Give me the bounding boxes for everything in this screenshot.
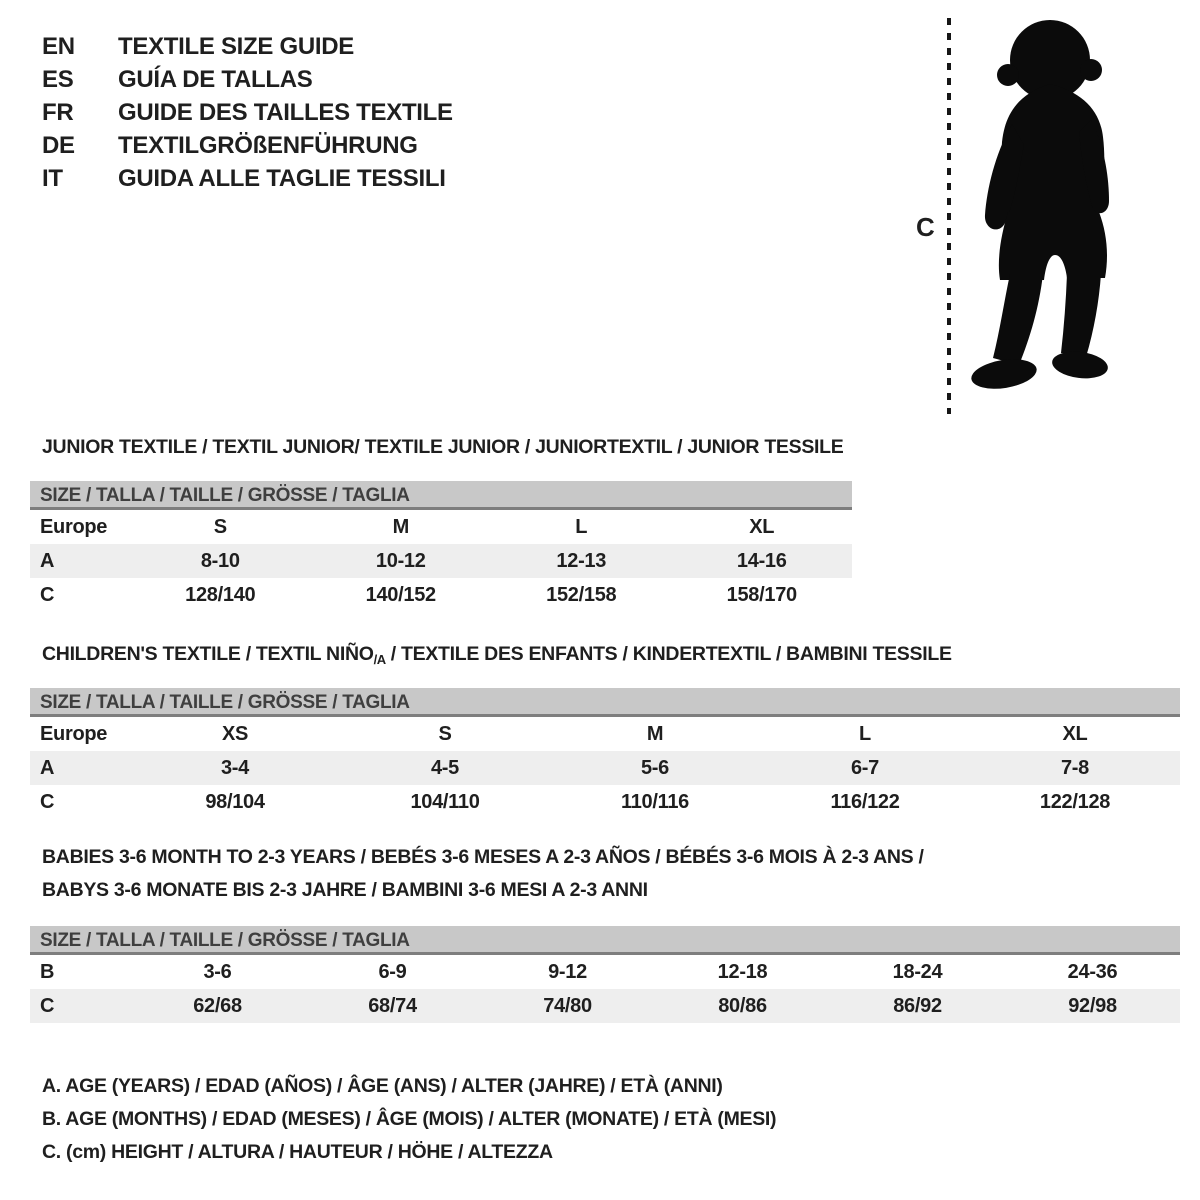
value-cell: 12-18	[717, 961, 768, 983]
legend-line-b: B. AGE (MONTHS) / EDAD (MESES) / ÂGE (MOIS) / ALTER (MONATE) / ETÀ (MESI)	[42, 1108, 777, 1130]
value-cell: 158/170	[726, 584, 797, 606]
height-measure-dashed-line	[947, 18, 951, 414]
value-cell: 128/140	[185, 584, 256, 606]
value-cell: 4-5	[430, 757, 459, 779]
lang-title: TEXTILE SIZE GUIDE	[118, 33, 354, 60]
value-cell: 152/158	[546, 584, 617, 606]
children-title-main: CHILDREN'S TEXTILE / TEXTIL NIÑO	[42, 643, 374, 665]
value-cell: 5-6	[640, 757, 669, 779]
size-cell: M	[392, 516, 409, 538]
value-cell: 14-16	[736, 550, 787, 572]
value-cell: 92/98	[1068, 995, 1117, 1017]
row-label: C	[40, 584, 55, 606]
toddler-silhouette-icon	[958, 12, 1148, 416]
value-cell: 116/122	[830, 791, 900, 813]
lang-row-it	[42, 162, 453, 195]
lang-code: IT	[42, 165, 63, 192]
babies-section-title	[42, 841, 924, 907]
value-cell: 3-6	[203, 961, 232, 983]
lang-code: FR	[42, 99, 74, 126]
babies-title-line2: BABYS 3-6 MONATE BIS 2-3 JAHRE / BAMBINI 3-6 MESI A 2-3 ANNI	[42, 879, 648, 901]
table-row-age	[30, 751, 1180, 785]
value-cell: 24-36	[1067, 961, 1118, 983]
value-cell: 10-12	[375, 550, 426, 572]
lang-row-es	[42, 63, 453, 96]
table-row-height	[30, 578, 852, 612]
value-cell: 3-4	[220, 757, 249, 779]
row-label: Europe	[40, 516, 108, 538]
children-title-rest: / TEXTILE DES ENFANTS / KINDERTEXTIL / BAMBINI TESSILE	[385, 643, 952, 665]
row-label: A	[40, 550, 55, 572]
value-cell: 8-10	[200, 550, 240, 572]
size-cell: XS	[221, 723, 249, 745]
value-cell: 104/110	[410, 791, 480, 813]
size-cell: S	[213, 516, 227, 538]
row-label: C	[40, 791, 55, 813]
lang-row-en	[42, 30, 453, 63]
legend-line-c: C. (cm) HEIGHT / ALTURA / HAUTEUR / HÖHE / ALTEZZA	[42, 1141, 553, 1163]
value-cell: 12-13	[556, 550, 607, 572]
value-cell: 18-24	[892, 961, 943, 983]
table-row-months	[30, 955, 1180, 989]
value-cell: 98/104	[205, 791, 265, 813]
children-title-sub: /A	[373, 652, 386, 667]
value-cell: 6-7	[850, 757, 879, 779]
value-cell: 62/68	[193, 995, 242, 1017]
size-cell: S	[438, 723, 452, 745]
size-header-bar: SIZE / TALLA / TAILLE / GRÖSSE / TAGLIA	[30, 688, 1180, 717]
lang-row-de	[42, 129, 453, 162]
value-cell: 6-9	[378, 961, 407, 983]
table-row-europe	[30, 510, 852, 544]
table-row-height	[30, 785, 1180, 819]
size-cell: L	[575, 516, 588, 538]
value-cell: 74/80	[543, 995, 592, 1017]
size-cell: L	[859, 723, 871, 745]
value-cell: 9-12	[548, 961, 587, 983]
measurement-legend	[42, 1070, 776, 1169]
size-header-bar: SIZE / TALLA / TAILLE / GRÖSSE / TAGLIA	[30, 481, 852, 510]
language-title-list	[42, 30, 453, 195]
lang-code: ES	[42, 66, 74, 93]
value-cell: 86/92	[893, 995, 942, 1017]
size-cell: XL	[749, 516, 775, 538]
lang-title: TEXTILGRÖßENFÜHRUNG	[118, 132, 418, 159]
junior-size-table	[30, 481, 852, 612]
lang-code: EN	[42, 33, 75, 60]
lang-title: GUÍA DE TALLAS	[118, 66, 313, 93]
table-row-age	[30, 544, 852, 578]
value-cell: 80/86	[718, 995, 767, 1017]
legend-line-a: A. AGE (YEARS) / EDAD (AÑOS) / ÂGE (ANS) / ALTER (JAHRE) / ETÀ (ANNI)	[42, 1075, 723, 1097]
size-cell: XL	[1062, 723, 1088, 745]
lang-code: DE	[42, 132, 75, 159]
size-header-bar: SIZE / TALLA / TAILLE / GRÖSSE / TAGLIA	[30, 926, 1180, 955]
row-label: A	[40, 757, 55, 779]
height-measure-label: C	[916, 212, 935, 242]
table-row-height	[30, 989, 1180, 1023]
value-cell: 7-8	[1060, 757, 1089, 779]
size-cell: M	[646, 723, 664, 745]
babies-title-line1: BABIES 3-6 MONTH TO 2-3 YEARS / BEBÉS 3-6 MESES A 2-3 AÑOS / BÉBÉS 3-6 MOIS À 2-3 ANS /	[42, 846, 924, 868]
value-cell: 122/128	[1039, 791, 1111, 813]
lang-title: GUIDE DES TAILLES TEXTILE	[118, 99, 453, 126]
lang-title: GUIDA ALLE TAGLIE TESSILI	[118, 165, 446, 192]
row-label: Europe	[40, 723, 108, 745]
children-size-table	[30, 688, 1180, 819]
lang-row-fr	[42, 96, 453, 129]
children-section-title	[42, 642, 952, 672]
value-cell: 110/116	[621, 791, 689, 813]
babies-size-table	[30, 926, 1180, 1023]
table-row-europe	[30, 717, 1180, 751]
value-cell: 68/74	[368, 995, 417, 1017]
value-cell: 140/152	[365, 584, 436, 606]
row-label: B	[40, 961, 55, 983]
junior-section-title: JUNIOR TEXTILE / TEXTIL JUNIOR/ TEXTILE JUNIOR / JUNIORTEXTIL / JUNIOR TESSILE	[42, 436, 844, 458]
row-label: C	[40, 995, 55, 1017]
